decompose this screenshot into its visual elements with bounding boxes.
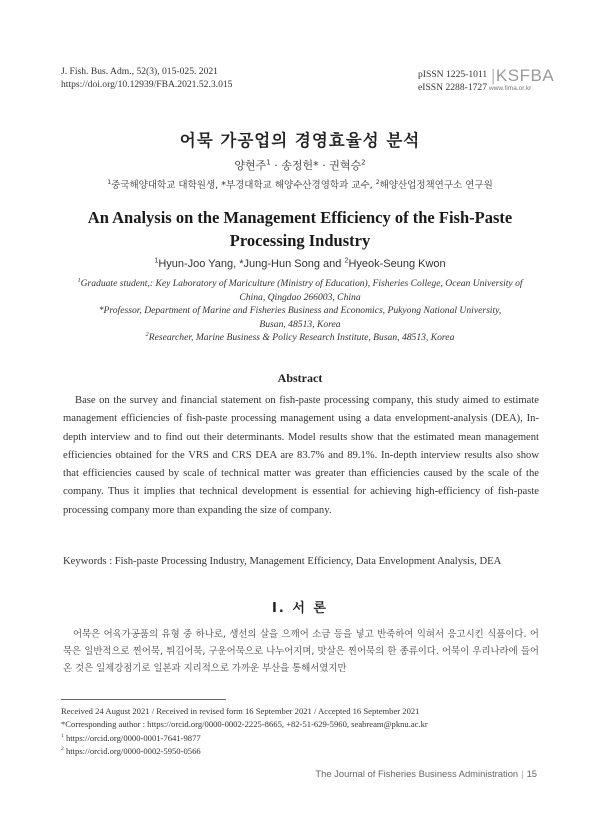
korean-affiliations: $^1$중국해양대학교 대학원생, *부경대학교 해양수산경영학과 교수, $^2$해양산업정책연구소 연구원 (107, 178, 493, 191)
en-affil-2a: *Professor, Department of Marine and Fisheries Business and Economics, Pukyong National University, (98, 305, 502, 316)
orcid-1[interactable]: https://orcid.org/0000-0001-7641-9877 (65, 732, 201, 743)
logo-text: KSFBA (495, 66, 555, 85)
footer-journal-name: The Journal of Fisheries Business Administration (315, 768, 519, 779)
doi-link[interactable]: https://doi.org/10.12939/FBA.2021.52.3.015 (61, 79, 233, 90)
english-title (40, 206, 560, 252)
korean-authors: 양현주$^1$ · 송정헌* · 권혁승$^2$ (234, 157, 366, 172)
en-title-line-1: An Analysis on the Management Efficiency of the Fish-Paste (87, 208, 513, 227)
pissn: pISSN 1225-1011 (418, 69, 488, 80)
footnotes: Received 24 August 2021 / Received in revised form 16 September 2021 / Accepted 16 September 2021 *Corresponding author : https://orcid.org/0000-0002-2225-8665, +82-51-629-5960, seabream@pknu.ac.kr $^1$ https://orcid.org/0000-0001-7641-9877 $^2$ https://orcid.org/0000-0002-5950-0566 (61, 706, 428, 757)
received-dates: Received 24 August 2021 / Received in revised form 16 September 2021 / Accepted 16 September 2021 (61, 706, 420, 716)
orcid-2[interactable]: https://orcid.org/0000-0002-5950-0566 (65, 746, 201, 757)
footnote-divider (61, 699, 226, 700)
page-number: 15 (526, 768, 537, 779)
corresponding-author: *Corresponding author : https://orcid.org/0000-0002-2225-8665, +82-51-629-5960, seabream@pknu.ac.kr (61, 719, 428, 730)
ko-author-2: 송정헌* (281, 159, 319, 172)
en-affil-1b: China, Qingdao 266003, China (239, 291, 361, 303)
section-heading-introduction: Ⅰ. 서 론 (272, 601, 328, 616)
page-footer: The Journal of Fisheries Business Administration | 15 (315, 768, 537, 779)
en-affil-2b: Busan, 48513, Korea (259, 318, 341, 330)
abstract-body (63, 392, 539, 520)
ksfba-logo: |KSFBA (491, 66, 555, 85)
ko-affil-3: 해양산업정책연구소 연구원 (379, 180, 493, 191)
english-affiliations: $^1$Graduate student,: Key Laboratory of Mariculture (Ministry of Education), Fisheries College, Ocean University of China, Qingdao 266003, China *Professor, Department of Marine and Fisheries Business and Economics, Pukyong National University, Busan, 48513, Korea $^2$Researcher, Marine Business & Policy Research Institute, Busan, 48513, Korea (60, 277, 540, 345)
citation-text: J. Fish. Bus. Adm., 52(3), 015-025. 2021 (61, 66, 218, 77)
en-affil-1a: Graduate student,: Key Laboratory of Mariculture (Ministry of Education), Fisheries College, Ocean University of (80, 278, 523, 289)
abstract-text: Base on the survey and financial statement on fish-paste processing company, this study aimed to estimate management efficiencies of fish-paste processing management using a data envelopment-analysis (DEA), In-depth interview and to find out their determinants. Model results show that the estimated mean management efficiencies obtained for the VRS and CRS DEA are 83.7% and 89.1%. In-depth interview results also show that efficiencies caused by scale of technical matter was greater than efficiencies caused by the scale of the company. Thus it implies that technical development is essential for achieving high-efficiency of fish-paste processing company more than expanding the size of company. (63, 395, 539, 516)
ko-affil-2: *부경대학교 해양수산경영학과 교수, (221, 180, 373, 191)
en-affil-3: Researcher, Marine Business & Policy Research Institute, Busan, 48513, Korea (148, 332, 455, 343)
en-author-1: Hyun-Joo Yang, (158, 258, 237, 270)
eissn: eISSN 2288-1727 (418, 81, 488, 93)
ko-author-3: 권혁승 (329, 159, 362, 172)
issn-block (418, 69, 487, 94)
english-authors: $^1$Hyun-Joo Yang, *Jung-Hun Song and $^2$Hyeok-Seung Kwon (154, 256, 446, 270)
keywords: Keywords : Fish-paste Processing Industry, Management Efficiency, Data Envelopment Analysis, DEA (63, 556, 502, 567)
introduction-body (63, 626, 539, 678)
korean-title: 어묵 가공업의 경영효율성 분석 (179, 131, 421, 150)
ko-author-1: 양현주 (234, 159, 267, 172)
en-author-2: *Jung-Hun Song and (239, 258, 342, 270)
logo-url: www.fima.or.kr (489, 85, 532, 92)
journal-citation (61, 65, 232, 91)
intro-text: 어묵은 어육가공품의 유형 중 하나로, 생선의 살을 으깨어 소금 등을 넣고 반죽하여 익혀서 응고시킨 식품이다. 어묵은 일반적으로 찐어묵, 튀김어묵, 구운어묵으로 나누어지며, 맛살은 찐어묵의 한 종류이다. 어묵이 우리나라에 들어온 것은 일제강점기로 일본과 지리적으로 가까운 부산을 통해서였지만 (63, 629, 539, 675)
abstract-heading: Abstract (277, 371, 323, 385)
en-author-3: Hyeok-Seung Kwon (348, 258, 446, 270)
ko-affil-1: 중국해양대학교 대학원생, (111, 180, 219, 191)
en-title-line-2: Processing Industry (229, 231, 371, 250)
